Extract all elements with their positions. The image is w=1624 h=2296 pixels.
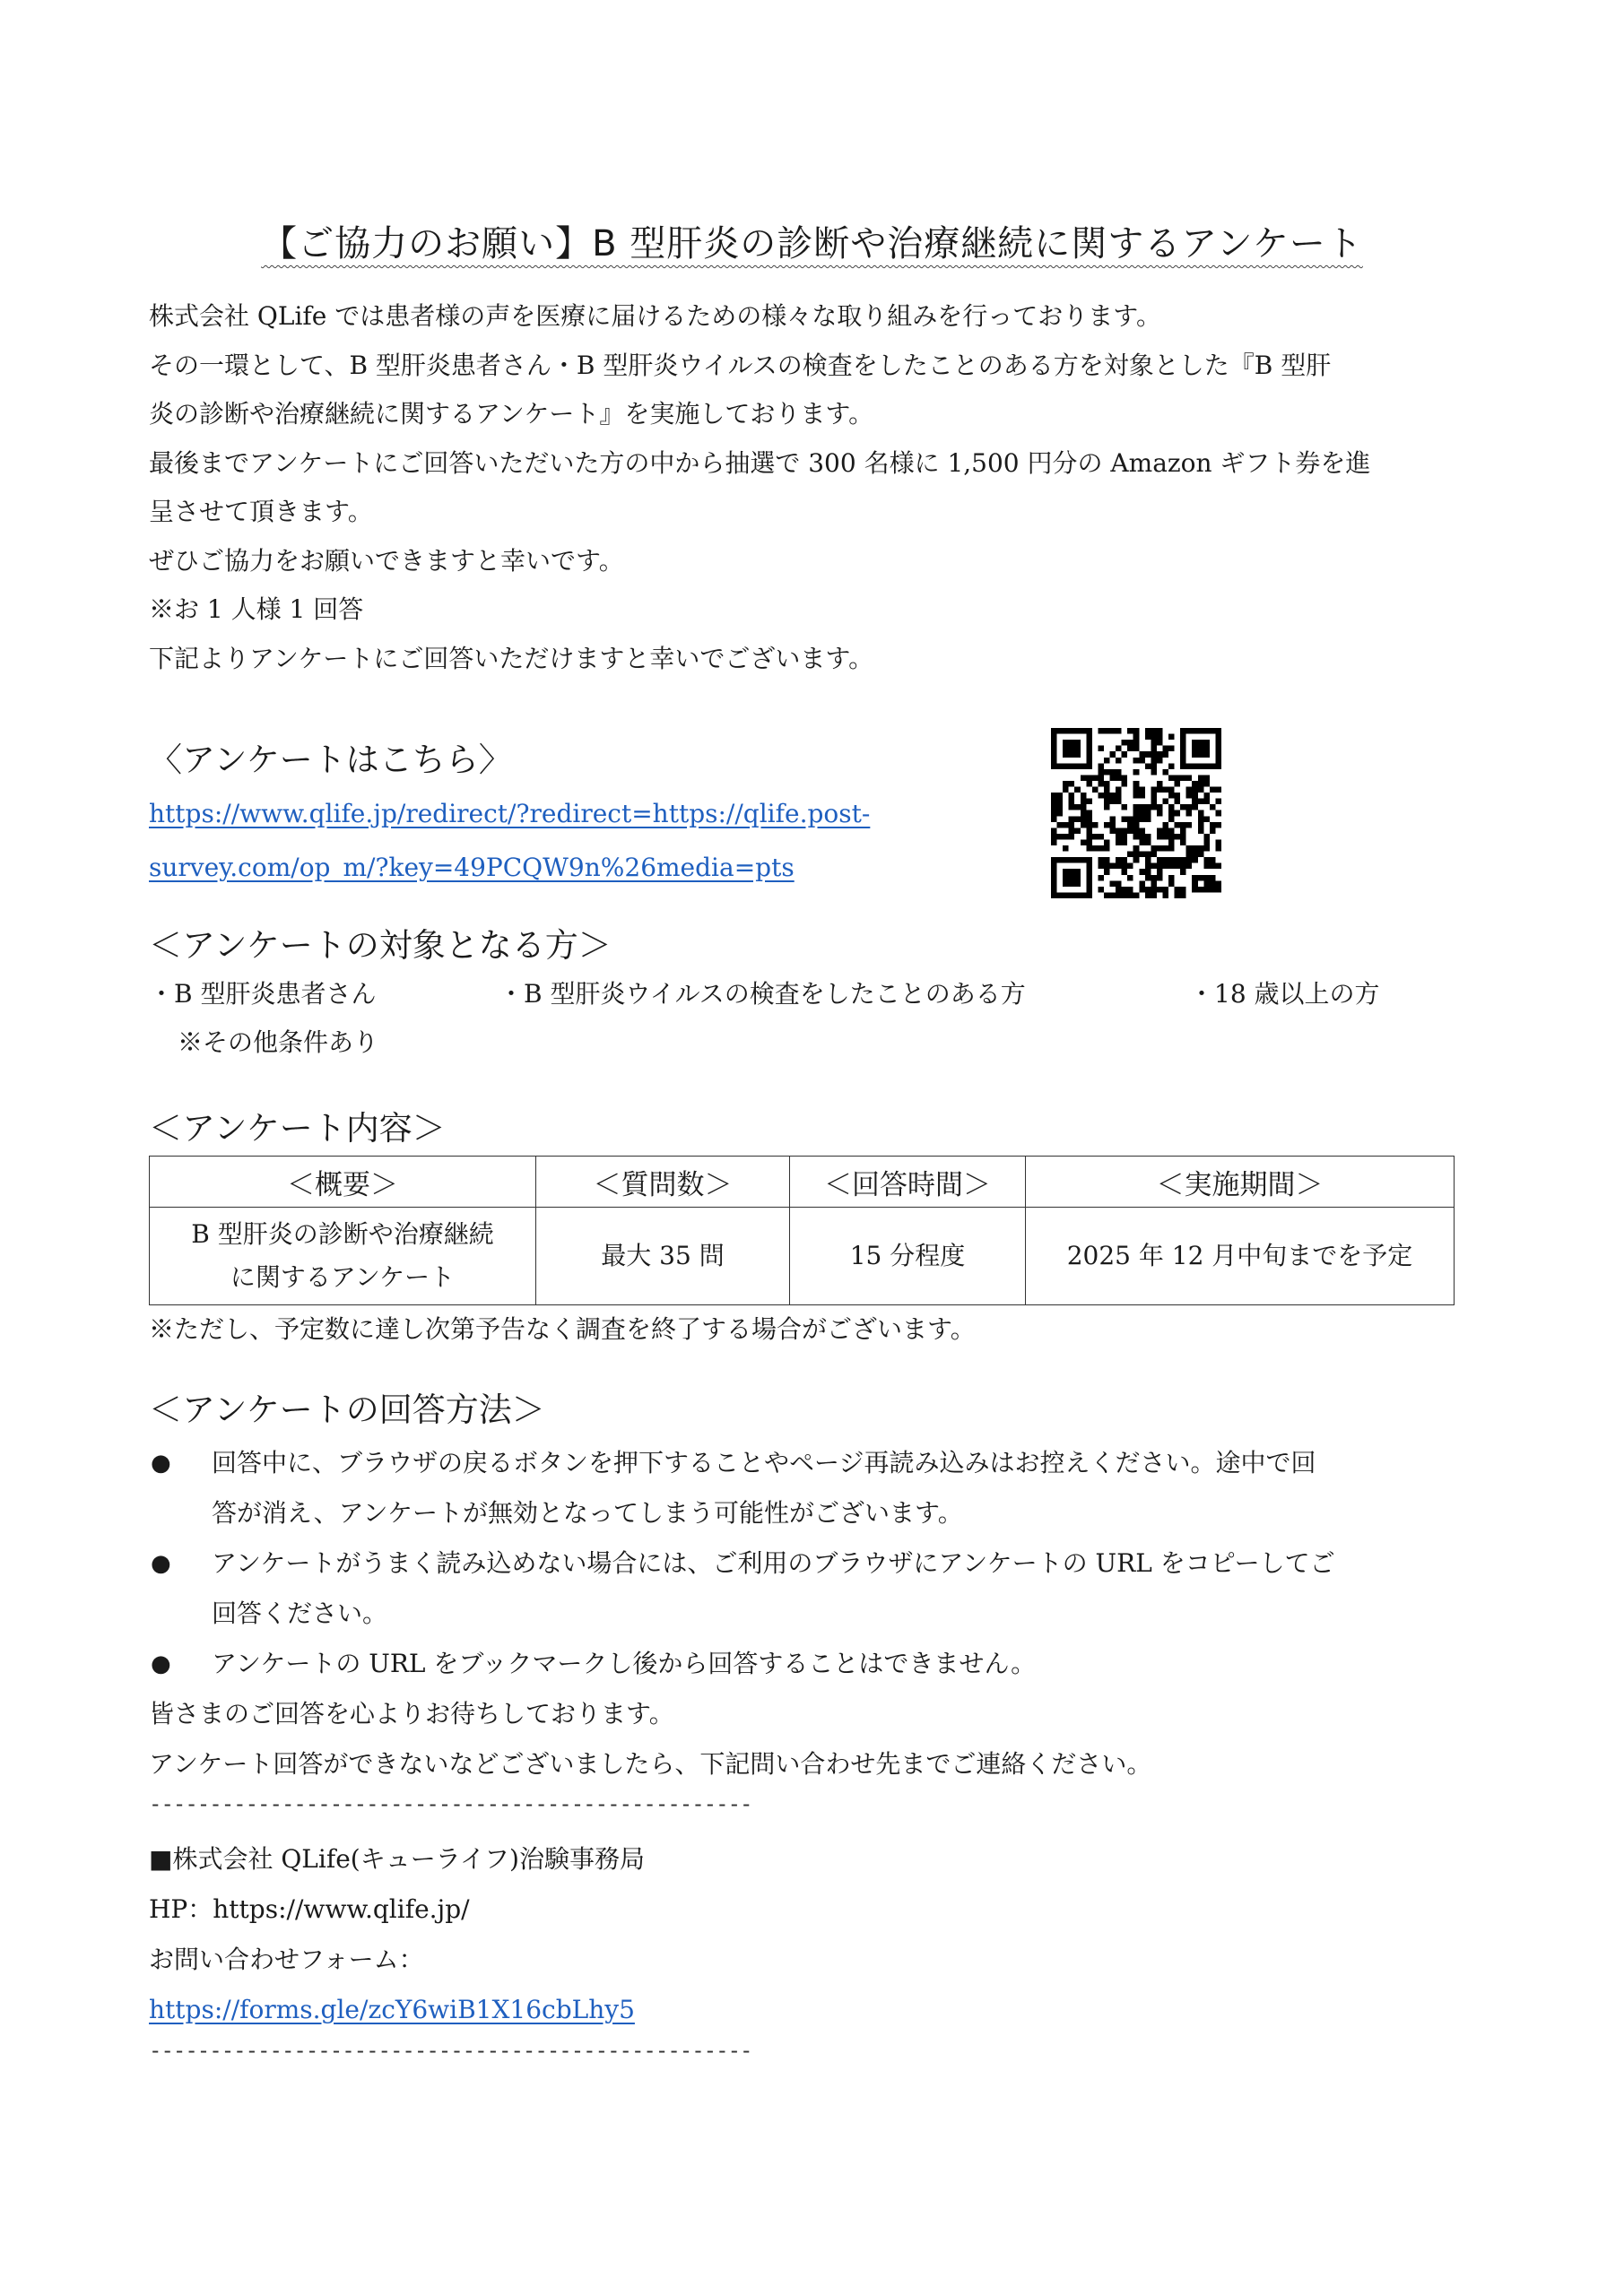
divider: -------------------------------------------------- xyxy=(149,2038,752,2063)
contact-block xyxy=(149,1834,645,2035)
table-cell-period: 2025 年 12 月中旬までを予定 xyxy=(1026,1208,1455,1305)
intro-line: ※お 1 人様 1 回答 xyxy=(149,594,364,624)
closing-text xyxy=(149,1689,1151,1789)
table-cell-time: 15 分程度 xyxy=(790,1208,1026,1305)
intro-line: 株式会社 QLife では患者様の声を医療に届けるための様々な取り組みを行っております。 xyxy=(149,301,1162,331)
list-item xyxy=(149,1639,1494,1689)
contact-org: ■株式会社 QLife(キューライフ)治験事務局 xyxy=(149,1844,645,1874)
table-header-row xyxy=(150,1157,1455,1208)
method-list xyxy=(149,1438,1494,1689)
target-item: ・B 型肝炎患者さん xyxy=(149,979,377,1009)
cell-line: に関するアンケート xyxy=(230,1262,456,1292)
page-title xyxy=(0,217,1624,271)
survey-link-block[interactable] xyxy=(149,789,870,897)
target-list xyxy=(149,970,1494,1067)
bullet-line: 回答中に、ブラウザの戻るボタンを押下することやページ再読み込みはお控えください。途中で回 xyxy=(212,1448,1316,1477)
table-header: ＜質問数＞ xyxy=(536,1157,790,1208)
contact-form-link[interactable]: https://forms.gle/zcY6wiB1X16cbLhy5 xyxy=(149,1995,635,2024)
table-cell-overview xyxy=(150,1208,536,1305)
contact-hp: HP：https://www.qlife.jp/ xyxy=(149,1894,470,1924)
closing-line: 皆さまのご回答を心よりお待ちしております。 xyxy=(149,1699,674,1728)
bullet-icon: ● xyxy=(151,1450,171,1477)
list-item xyxy=(149,1538,1494,1639)
table-header: ＜実施期間＞ xyxy=(1026,1157,1455,1208)
bullet-line: 答が消え、アンケートが無効となってしまう可能性がございます。 xyxy=(212,1498,963,1528)
intro-line: ぜひご協力をお願いできますと幸いです。 xyxy=(149,545,624,576)
closing-line: アンケート回答ができないなどございましたら、下記問い合わせ先までご連絡ください。 xyxy=(149,1749,1152,1779)
content-heading: ＜アンケート内容＞ xyxy=(149,1109,446,1148)
bullet-line: 回答ください。 xyxy=(212,1599,388,1628)
divider: -------------------------------------------------- xyxy=(149,1791,752,1816)
list-item xyxy=(149,1438,1494,1538)
bullet-icon: ● xyxy=(151,1550,171,1577)
method-heading: ＜アンケートの回答方法＞ xyxy=(149,1391,545,1429)
contact-form-label: お問い合わせフォーム： xyxy=(149,1945,424,1974)
intro-line: 下記よりアンケートにご回答いただけますと幸いでございます。 xyxy=(149,643,874,673)
table-cell-questions: 最大 35 問 xyxy=(536,1208,790,1305)
survey-link[interactable]: survey.com/op_m/?key=49PCQW9n%26media=pts xyxy=(149,853,795,882)
page-title-text: 【ご協力のお願い】B 型肝炎の診断や治療継続に関するアンケート xyxy=(261,223,1363,264)
intro-line: 呈させて頂きます。 xyxy=(149,497,373,526)
intro-line: 炎の診断や治療継続に関するアンケート』を実施しております。 xyxy=(149,399,874,429)
target-heading: ＜アンケートの対象となる方＞ xyxy=(149,926,612,965)
target-item: ・18 歳以上の方 xyxy=(1189,979,1380,1009)
bullet-line: アンケートの URL をブックマークし後から回答することはできません。 xyxy=(212,1649,1037,1678)
cell-line: B 型肝炎の診断や治療継続 xyxy=(191,1219,494,1249)
intro-paragraph xyxy=(149,292,1494,683)
table-header: ＜概要＞ xyxy=(150,1157,536,1208)
intro-line: 最後までアンケートにご回答いただいた方の中から抽選で 300 名様に 1,500 円分の Amazon ギフト券を進 xyxy=(149,447,1371,478)
content-note: ※ただし、予定数に達し次第予告なく調査を終了する場合がございます。 xyxy=(149,1314,976,1344)
target-note: ※その他条件あり xyxy=(178,1027,379,1057)
intro-line: その一環として、B 型肝炎患者さん・B 型肝炎ウイルスの検査をしたことのある方を対象とした『B 型肝 xyxy=(149,350,1332,380)
bullet-line: アンケートがうまく読み込めない場合には、ご利用のブラウザにアンケートの URL をコピーしてご xyxy=(212,1548,1335,1578)
bullet-icon: ● xyxy=(151,1651,171,1677)
survey-link[interactable]: https://www.qlife.jp/redirect/?redirect=https://qlife.post- xyxy=(149,799,871,828)
target-item: ・B 型肝炎ウイルスの検査をしたことのある方 xyxy=(499,979,1026,1009)
table-row xyxy=(150,1208,1455,1305)
qr-code-icon[interactable] xyxy=(1051,728,1221,898)
survey-content-table xyxy=(149,1156,1455,1305)
table-header: ＜回答時間＞ xyxy=(790,1157,1026,1208)
survey-heading: 〈アンケートはこちら〉 xyxy=(149,741,512,779)
